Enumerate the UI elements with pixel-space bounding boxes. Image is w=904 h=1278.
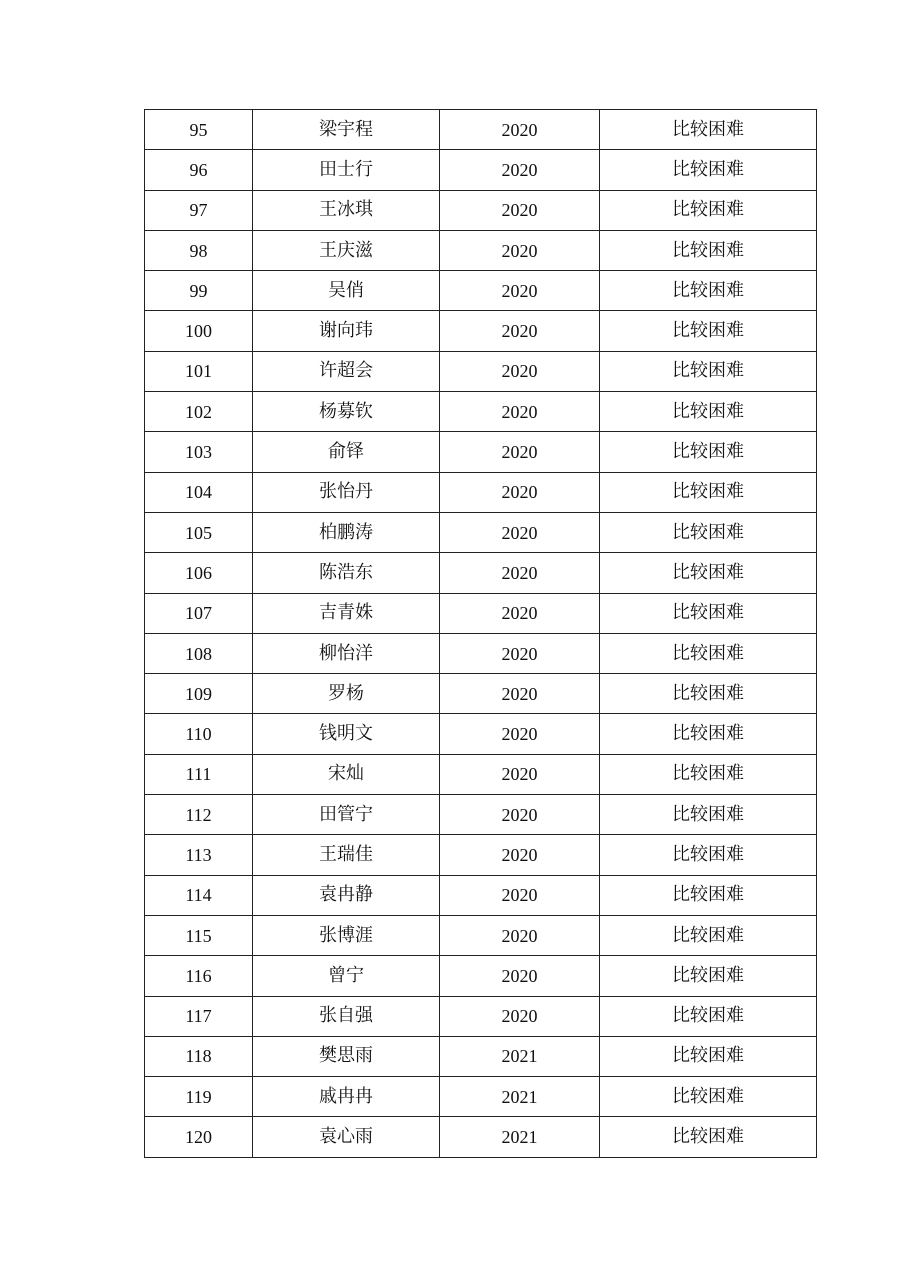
year-cell: 2021 [440, 1077, 600, 1117]
row-number-cell: 110 [145, 714, 253, 754]
table-row [145, 714, 817, 754]
row-number-cell: 109 [145, 674, 253, 714]
difficulty-level-cell: 比较困难 [600, 674, 817, 714]
student-name-cell: 田士行 [253, 150, 440, 190]
student-name-cell: 张自强 [253, 996, 440, 1036]
table-row [145, 996, 817, 1036]
row-number-cell: 97 [145, 190, 253, 230]
table-row [145, 230, 817, 270]
year-cell: 2020 [440, 915, 600, 955]
student-name-cell: 袁心雨 [253, 1117, 440, 1157]
row-number-cell: 106 [145, 553, 253, 593]
difficulty-level-cell: 比较困难 [600, 835, 817, 875]
year-cell: 2020 [440, 472, 600, 512]
table-body [145, 110, 817, 1158]
student-name-cell: 樊思雨 [253, 1036, 440, 1076]
table-row [145, 311, 817, 351]
row-number-cell: 112 [145, 795, 253, 835]
table-row [145, 1077, 817, 1117]
student-name-cell: 俞铎 [253, 432, 440, 472]
year-cell: 2020 [440, 835, 600, 875]
row-number-cell: 117 [145, 996, 253, 1036]
row-number-cell: 101 [145, 351, 253, 391]
difficulty-level-cell: 比较困难 [600, 230, 817, 270]
student-name-cell: 钱明文 [253, 714, 440, 754]
year-cell: 2020 [440, 875, 600, 915]
table-row [145, 190, 817, 230]
student-name-cell: 王庆滋 [253, 230, 440, 270]
student-name-cell: 柏鹏涛 [253, 512, 440, 552]
year-cell: 2020 [440, 432, 600, 472]
student-name-cell: 王瑞佳 [253, 835, 440, 875]
difficulty-level-cell: 比较困难 [600, 996, 817, 1036]
year-cell: 2020 [440, 674, 600, 714]
year-cell: 2021 [440, 1117, 600, 1157]
difficulty-level-cell: 比较困难 [600, 553, 817, 593]
row-number-cell: 115 [145, 915, 253, 955]
year-cell: 2020 [440, 351, 600, 391]
row-number-cell: 111 [145, 754, 253, 794]
row-number-cell: 119 [145, 1077, 253, 1117]
table-row [145, 472, 817, 512]
student-name-cell: 许超会 [253, 351, 440, 391]
difficulty-level-cell: 比较困难 [600, 754, 817, 794]
student-name-cell: 陈浩东 [253, 553, 440, 593]
difficulty-level-cell: 比较困难 [600, 190, 817, 230]
table-row [145, 392, 817, 432]
year-cell: 2020 [440, 593, 600, 633]
row-number-cell: 120 [145, 1117, 253, 1157]
student-name-cell: 袁冉静 [253, 875, 440, 915]
year-cell: 2020 [440, 754, 600, 794]
table-row [145, 674, 817, 714]
table-row [145, 432, 817, 472]
table-row [145, 150, 817, 190]
table-row [145, 351, 817, 391]
difficulty-level-cell: 比较困难 [600, 1077, 817, 1117]
year-cell: 2020 [440, 230, 600, 270]
row-number-cell: 102 [145, 392, 253, 432]
table-row [145, 1036, 817, 1076]
year-cell: 2020 [440, 714, 600, 754]
difficulty-level-cell: 比较困难 [600, 351, 817, 391]
year-cell: 2020 [440, 190, 600, 230]
student-name-cell: 张博涯 [253, 915, 440, 955]
difficulty-level-cell: 比较困难 [600, 110, 817, 150]
row-number-cell: 105 [145, 512, 253, 552]
year-cell: 2020 [440, 956, 600, 996]
student-name-cell: 戚冉冉 [253, 1077, 440, 1117]
difficulty-level-cell: 比较困难 [600, 311, 817, 351]
student-name-cell: 吉青姝 [253, 593, 440, 633]
difficulty-level-cell: 比较困难 [600, 392, 817, 432]
row-number-cell: 95 [145, 110, 253, 150]
year-cell: 2020 [440, 553, 600, 593]
row-number-cell: 113 [145, 835, 253, 875]
year-cell: 2020 [440, 392, 600, 432]
year-cell: 2020 [440, 311, 600, 351]
year-cell: 2020 [440, 996, 600, 1036]
row-number-cell: 104 [145, 472, 253, 512]
difficulty-level-cell: 比较困难 [600, 512, 817, 552]
difficulty-level-cell: 比较困难 [600, 915, 817, 955]
difficulty-level-cell: 比较困难 [600, 633, 817, 673]
student-name-cell: 宋灿 [253, 754, 440, 794]
student-name-cell: 田管宁 [253, 795, 440, 835]
difficulty-level-cell: 比较困难 [600, 956, 817, 996]
table-row [145, 553, 817, 593]
difficulty-level-cell: 比较困难 [600, 795, 817, 835]
student-name-cell: 杨募钦 [253, 392, 440, 432]
row-number-cell: 103 [145, 432, 253, 472]
student-table [144, 109, 817, 1158]
difficulty-level-cell: 比较困难 [600, 432, 817, 472]
row-number-cell: 96 [145, 150, 253, 190]
table-row [145, 754, 817, 794]
difficulty-level-cell: 比较困难 [600, 1036, 817, 1076]
student-name-cell: 梁宇程 [253, 110, 440, 150]
student-name-cell: 吴俏 [253, 271, 440, 311]
difficulty-level-cell: 比较困难 [600, 593, 817, 633]
difficulty-level-cell: 比较困难 [600, 150, 817, 190]
student-name-cell: 张怡丹 [253, 472, 440, 512]
year-cell: 2020 [440, 512, 600, 552]
year-cell: 2021 [440, 1036, 600, 1076]
table-row [145, 875, 817, 915]
difficulty-level-cell: 比较困难 [600, 714, 817, 754]
student-name-cell: 曾宁 [253, 956, 440, 996]
table-row [145, 835, 817, 875]
difficulty-level-cell: 比较困难 [600, 1117, 817, 1157]
student-name-cell: 谢向玮 [253, 311, 440, 351]
table-row [145, 512, 817, 552]
table-row [145, 795, 817, 835]
year-cell: 2020 [440, 271, 600, 311]
table-row [145, 956, 817, 996]
row-number-cell: 99 [145, 271, 253, 311]
row-number-cell: 98 [145, 230, 253, 270]
student-name-cell: 罗杨 [253, 674, 440, 714]
table-row [145, 593, 817, 633]
student-name-cell: 王冰琪 [253, 190, 440, 230]
difficulty-level-cell: 比较困难 [600, 472, 817, 512]
row-number-cell: 108 [145, 633, 253, 673]
year-cell: 2020 [440, 150, 600, 190]
table-row [145, 633, 817, 673]
difficulty-level-cell: 比较困难 [600, 271, 817, 311]
row-number-cell: 100 [145, 311, 253, 351]
row-number-cell: 118 [145, 1036, 253, 1076]
row-number-cell: 116 [145, 956, 253, 996]
year-cell: 2020 [440, 795, 600, 835]
table-row [145, 915, 817, 955]
difficulty-level-cell: 比较困难 [600, 875, 817, 915]
row-number-cell: 114 [145, 875, 253, 915]
table-row [145, 1117, 817, 1157]
year-cell: 2020 [440, 633, 600, 673]
table-row [145, 271, 817, 311]
student-name-cell: 柳怡洋 [253, 633, 440, 673]
row-number-cell: 107 [145, 593, 253, 633]
table-row [145, 110, 817, 150]
year-cell: 2020 [440, 110, 600, 150]
